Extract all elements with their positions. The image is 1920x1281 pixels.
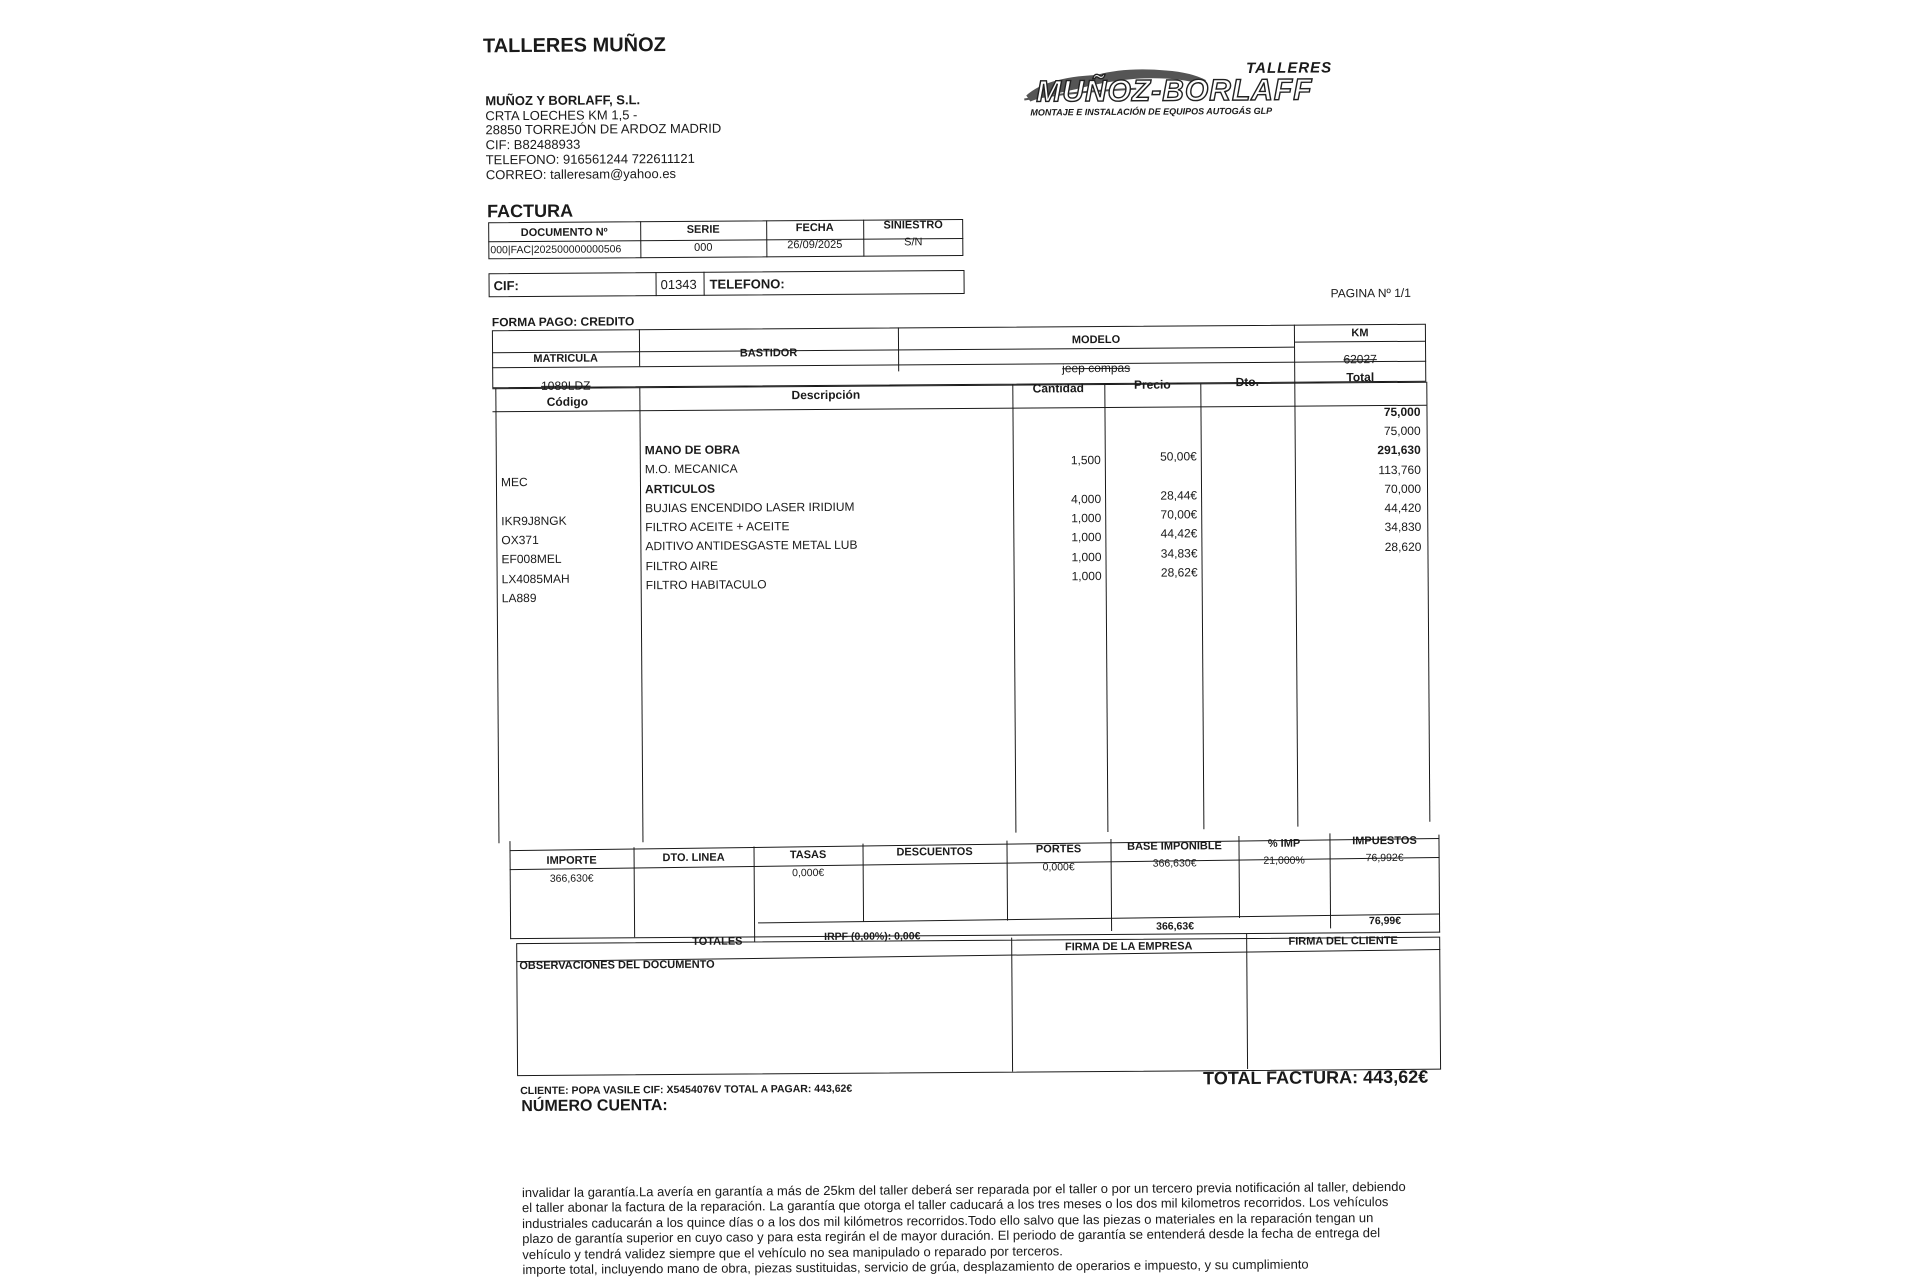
cell-cantidad: 1,000 [1071, 530, 1102, 545]
cell-cantidad: 4,000 [1071, 491, 1102, 507]
col-descripcion: Descripción [791, 387, 861, 403]
serie-value: 000 [694, 241, 713, 254]
cell-codigo: MEC [500, 475, 528, 490]
portes-label: PORTES [1035, 843, 1082, 856]
descuentos-label: DESCUENTOS [896, 845, 973, 859]
totales-label: TOTALES [692, 935, 743, 948]
cell-precio [1105, 469, 1197, 470]
cell-total [1296, 559, 1422, 560]
legal-line: el taller abonar la factura de la reparación. La garantía que otorga el taller caducará a los tres meses o los dos mil kilometros recorridos. Los vehículos [521, 1194, 1389, 1216]
cell-total: 291,630 [1377, 443, 1421, 458]
company-address-2: 28850 TORREJÓN DE ARDOZ MADRID [485, 120, 722, 138]
cell-total: 28,620 [1384, 539, 1422, 554]
cell-total: 113,760 [1378, 462, 1421, 477]
col-precio: Precio [1133, 377, 1171, 392]
cell-precio: 28,62€ [1160, 565, 1198, 580]
pct-imp-value: 21,000% [1263, 854, 1305, 867]
firma-cliente-label: FIRMA DEL CLIENTE [1288, 934, 1398, 948]
siniestro-value: S/N [904, 236, 923, 249]
km-label: KM [1351, 327, 1369, 340]
modelo-label: MODELO [1071, 333, 1121, 347]
cell-precio [1105, 431, 1197, 432]
cell-descripcion: ADITIVO ANTIDESGASTE METAL LUB [645, 538, 858, 554]
cell-precio: 44,42€ [1160, 526, 1198, 542]
total-base-value: 366,63€ [1156, 920, 1195, 933]
documento-value: 000|FAC|202500000000506 [490, 243, 622, 257]
cell-total: 70,000 [1384, 481, 1422, 496]
base-imponible-value: 366,630€ [1152, 857, 1197, 870]
cell-cantidad: 1,500 [1070, 453, 1101, 468]
client-code: 01343 [660, 276, 697, 293]
legal-line: importe total, incluyendo mano de obra, piezas sustituidas, servicio de grúa, desplazamiento de operarios e impuesto, y su cumplimiento [522, 1256, 1309, 1278]
cell-cantidad: 1,000 [1071, 568, 1102, 584]
total-factura: TOTAL FACTURA: 443,62€ [1203, 1066, 1429, 1089]
documento-label: DOCUMENTO Nº [520, 226, 608, 240]
cell-precio: 28,44€ [1160, 488, 1198, 503]
invoice-heading: FACTURA [486, 200, 574, 222]
cell-descripcion: M.O. MECANICA [644, 462, 738, 477]
legal-line: invalidar la garantía.La avería en garantía a más de 25km del taller deberá ser reparada por el taller o por un tercero previa notificación al taller, debiendo [521, 1178, 1406, 1201]
km-value: 62027 [1343, 352, 1377, 367]
legal-line: industriales caducarán a los quince días o a los dos mil kilómetros recorridos.Todo ello salvo que las piezas o materiales en la reparación tengan un [522, 1209, 1374, 1231]
cell-cantidad [1013, 473, 1101, 474]
cell-descripcion: MANO DE OBRA [644, 442, 741, 458]
cell-codigo: IKR9J8NGK [501, 513, 567, 529]
serie-label: SERIE [686, 223, 720, 236]
siniestro-label: SINIESTRO [883, 219, 943, 232]
impuestos-value: 76,992€ [1365, 851, 1404, 865]
cell-precio: 70,00€ [1160, 507, 1198, 522]
legal-line: vehículo y tendrá validez siempre que el vehículo no sea manipulado o reparado por terceros. [522, 1242, 1063, 1262]
company-email: CORREO: talleresam@yahoo.es [485, 165, 677, 183]
fecha-label: FECHA [795, 221, 834, 235]
cell-codigo [501, 494, 639, 495]
cell-precio [1104, 411, 1196, 412]
col-dto: Dto. [1235, 374, 1259, 390]
logo-line-1: TALLERES [1246, 59, 1333, 77]
cell-descripcion: FILTRO HABITACULO [645, 577, 767, 593]
fecha-value: 26/09/2025 [787, 238, 843, 252]
base-imponible-label: BASE IMPONIBLE [1127, 840, 1222, 853]
company-cif: CIF: B82488933 [485, 136, 581, 153]
numero-cuenta: NÚMERO CUENTA: [521, 1097, 668, 1116]
cif-label: CIF: [493, 278, 519, 294]
col-cantidad: Cantidad [1032, 381, 1085, 396]
company-logo [1016, 59, 1376, 126]
company-name: MUÑOZ Y BORLAFF, S.L. [485, 92, 641, 109]
cell-total: 34,830 [1384, 520, 1422, 535]
col-total: Total [1346, 370, 1375, 385]
cell-total: 75,000 [1383, 404, 1421, 420]
impuestos-label: IMPUESTOS [1352, 834, 1417, 848]
cell-descripcion: BUJIAS ENCENDIDO LASER IRIDIUM [645, 499, 855, 516]
firma-empresa-label: FIRMA DE LA EMPRESA [1064, 940, 1193, 954]
portes-value: 0,000€ [1042, 861, 1075, 874]
telefono-label: TELEFONO: [709, 276, 785, 292]
cell-cantidad: 1,000 [1071, 511, 1102, 526]
dto-linea-label: DTO. LINEA [662, 851, 725, 865]
cell-codigo: OX371 [501, 533, 539, 548]
payment-method: FORMA PAGO: CREDITO [491, 314, 635, 330]
cell-descripcion [645, 422, 1005, 425]
company-phone: TELEFONO: 916561244 722611121 [485, 150, 695, 168]
legal-line: plazo de garantía superior en cuyo caso y para esta regirán el de mayor duración. El periodo de garantía se entenderá desde la fecha de entrega del [522, 1225, 1381, 1247]
matricula-value: 1089LDZ [541, 378, 591, 393]
cell-codigo: EF008MEL [501, 552, 562, 567]
pct-imp-label: % IMP [1267, 837, 1301, 850]
tasas-value: 0,000€ [792, 866, 825, 880]
observaciones-label: OBSERVACIONES DEL DOCUMENTO [519, 958, 715, 973]
cell-precio: 50,00€ [1160, 449, 1197, 465]
tasas-label: TASAS [789, 848, 827, 862]
cell-descripcion: FILTRO ACEITE + ACEITE [645, 519, 790, 535]
company-title: TALLERES MUÑOZ [482, 34, 666, 58]
irpf-value: IRPF (0,00%): 0,00€ [824, 930, 921, 943]
cell-codigo: LX4085MAH [501, 571, 570, 586]
cell-total: 75,000 [1383, 424, 1421, 439]
logo-line-3: MONTAJE E INSTALACIÓN DE EQUIPOS AUTOGÁS GLP [1030, 105, 1273, 118]
cell-cantidad [1013, 434, 1101, 435]
cell-descripcion: ARTICULOS [644, 481, 716, 496]
cell-descripcion: FILTRO AIRE [645, 558, 719, 573]
cell-precio: 34,83€ [1160, 546, 1198, 561]
importe-label: IMPORTE [546, 854, 597, 867]
col-codigo: Código [546, 394, 589, 409]
cell-cantidad: 1,000 [1071, 549, 1102, 564]
cell-codigo [501, 455, 639, 456]
modelo-value: jeep compas [1062, 360, 1131, 376]
cell-codigo [501, 436, 639, 437]
logo-line-2: MUÑOZ-BORLAFF [1036, 73, 1313, 109]
cell-codigo: LA889 [501, 590, 537, 606]
bastidor-label: BASTIDOR [739, 347, 798, 360]
matricula-label: MATRICULA [533, 352, 598, 365]
cell-total: 44,420 [1384, 500, 1422, 516]
total-impuestos-value: 76,99€ [1368, 914, 1402, 928]
company-address-1: CRTA LOECHES KM 1,5 - [485, 107, 638, 124]
importe-value: 366,630€ [549, 872, 594, 885]
cliente-line: CLIENTE: POPA VASILE CIF: X5454076V TOTAL A PAGAR: 443,62€ [520, 1082, 853, 1098]
page-number: PAGINA Nº 1/1 [1330, 285, 1411, 301]
cell-cantidad [1013, 415, 1101, 416]
